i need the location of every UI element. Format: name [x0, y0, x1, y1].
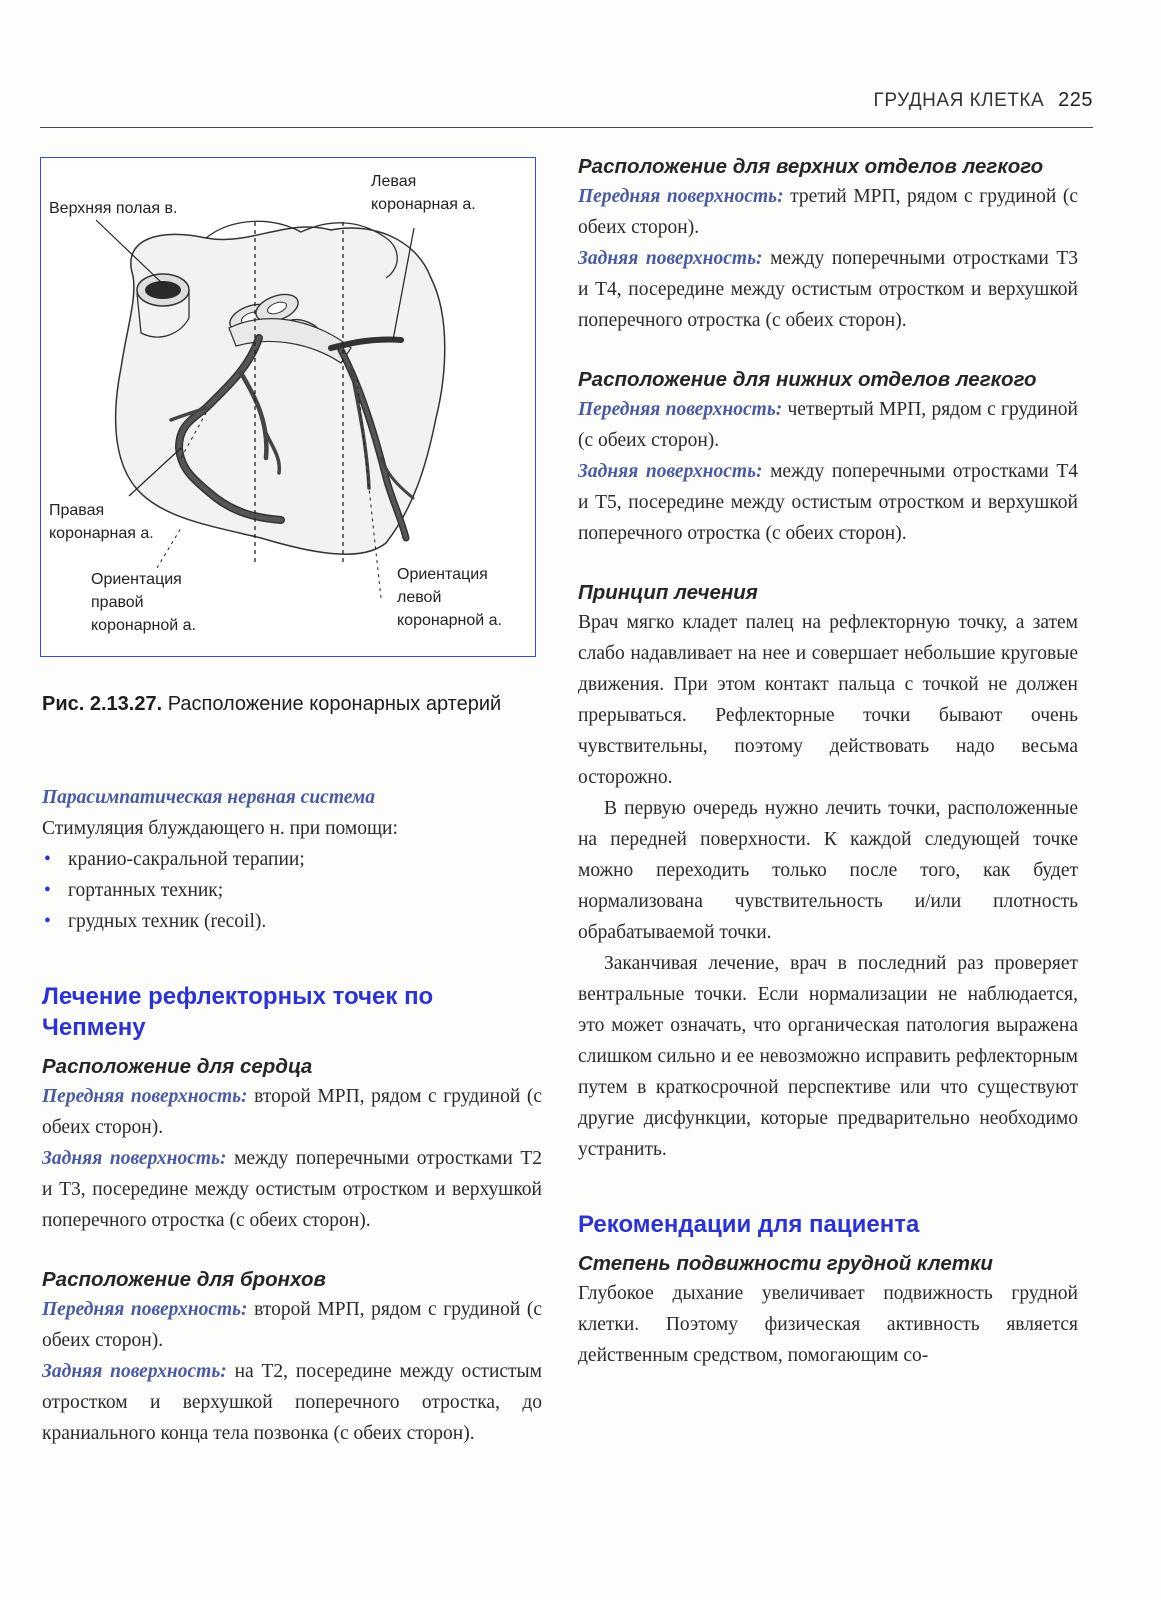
heart-subhead: Расположение для сердца — [42, 1055, 313, 1078]
label-orient-left: Ориентация левой коронарной а. — [397, 566, 502, 629]
left-column — [42, 782, 542, 1449]
mobility-subhead: Степень подвижности грудной клетки — [578, 1252, 993, 1275]
list-item: • грудных техник (recoil). — [42, 906, 542, 937]
list-item: • гортанных техник; — [42, 875, 542, 906]
upper-lung-front: Передняя поверхность: третий МРП, рядом с грудиной (с обеих сторон). — [578, 186, 1078, 238]
upper-lung-subhead: Расположение для верхних отделов легкого — [578, 155, 1044, 178]
heart-back: Задняя поверхность: между поперечными отростками T2 и T3, посередине между остистым отростком и верхушкой поперечного отростка (с обеих сторон). — [42, 1148, 543, 1231]
running-head — [874, 89, 1093, 112]
bronchi-back: Задняя поверхность: на T2, посередине между остистым отростком и верхушкой поперечного отростка, до краниального конца тела позвонка (с обеих сторон). — [42, 1361, 543, 1444]
parasympathetic-title: Парасимпатическая нервная система — [42, 787, 376, 808]
principle-p3: Заканчивая лечение, врач в последний раз проверяет вентральные точки. Если нормализации не наблюдается, это может означать, что органическая патология выражена слишком сильно и ее невозможно исправить рефлекторным путем в краткосрочной перспективе или что существуют другие дисфункции, которые предварительно необходимо устранить. — [578, 953, 1078, 1160]
lower-lung-front: Передняя поверхность: четвертый МРП, рядом с грудиной (с обеих сторон). — [578, 399, 1078, 451]
caption-number: Рис. 2.13.27. — [42, 693, 163, 715]
bronchi-back-label: Задняя поверхность: — [42, 1361, 227, 1382]
recommend-section-title: Рекомендации для пациента — [578, 1211, 920, 1238]
coronary-figure — [40, 157, 536, 657]
bronchi-front-label: Передняя поверхность: — [42, 1299, 248, 1320]
page-number: 225 — [1058, 89, 1093, 111]
mobility-p1: Глубокое дыхание увеличивает подвижность грудной клетки. Поэтому физическая активность является действенным средством, помогающим со- — [578, 1283, 1078, 1366]
principle-p2: В первую очередь нужно лечить точки, расположенные на передней поверхности. К каждой следующей точке можно переходить только после того, как будет нормализована чувствительность и/или плотность обрабатываемой точки. — [578, 798, 1078, 943]
label-right-coronary: Правая коронарная а. — [49, 502, 154, 542]
technique-list — [42, 844, 542, 937]
principle-subhead: Принцип лечения — [578, 581, 758, 604]
list-item: • кранио-сакральной терапии; — [42, 844, 542, 875]
parasympathetic-intro: Стимуляция блуждающего н. при помощи: — [42, 818, 398, 839]
figure-caption — [42, 690, 522, 718]
right-column — [578, 153, 1078, 1371]
principle-p1: Врач мягко кладет палец на рефлекторную точку, а затем слабо надавливает на нее и совершает небольшие круговые движения. При этом контакт пальца с точкой не должен прерываться. Рефлекторные точки бывают очень чувствительны, поэтому действовать надо весьма осторожно. — [578, 612, 1078, 788]
chapman-section-title: Лечение рефлекторных точек по Чепмену — [42, 983, 434, 1041]
heart-front: Передняя поверхность: второй МРП, рядом с грудиной (с обеих сторон). — [42, 1086, 542, 1138]
label-orient-right: Ориентация правой коронарной а. — [91, 571, 196, 634]
lower-lung-subhead: Расположение для нижних отделов легкого — [578, 368, 1037, 391]
bronchi-subhead: Расположение для бронхов — [42, 1268, 326, 1291]
lower-lung-back: Задняя поверхность: между поперечными отростками T4 и T5, посередине между остистым отростком и верхушкой поперечного отростка (с обеих сторон). — [578, 461, 1079, 544]
upper-lung-back: Задняя поверхность: между поперечными отростками T3 и T4, посередине между остистым отростком и верхушкой поперечного отростка (с обеих сторон). — [578, 248, 1079, 331]
label-superior-vena-cava: Верхняя полая в. — [49, 200, 178, 217]
heart-back-label: Задняя поверхность: — [42, 1148, 227, 1169]
heart-front-label: Передняя поверхность: — [42, 1086, 248, 1107]
header-rule — [40, 127, 1093, 128]
section-name: ГРУДНАЯ КЛЕТКА — [873, 90, 1045, 111]
caption-text: Расположение коронарных артерий — [162, 693, 502, 715]
bronchi-front: Передняя поверхность: второй МРП, рядом с грудиной (с обеих сторон). — [42, 1299, 542, 1351]
label-left-coronary: Левая коронарная а. — [371, 173, 476, 213]
